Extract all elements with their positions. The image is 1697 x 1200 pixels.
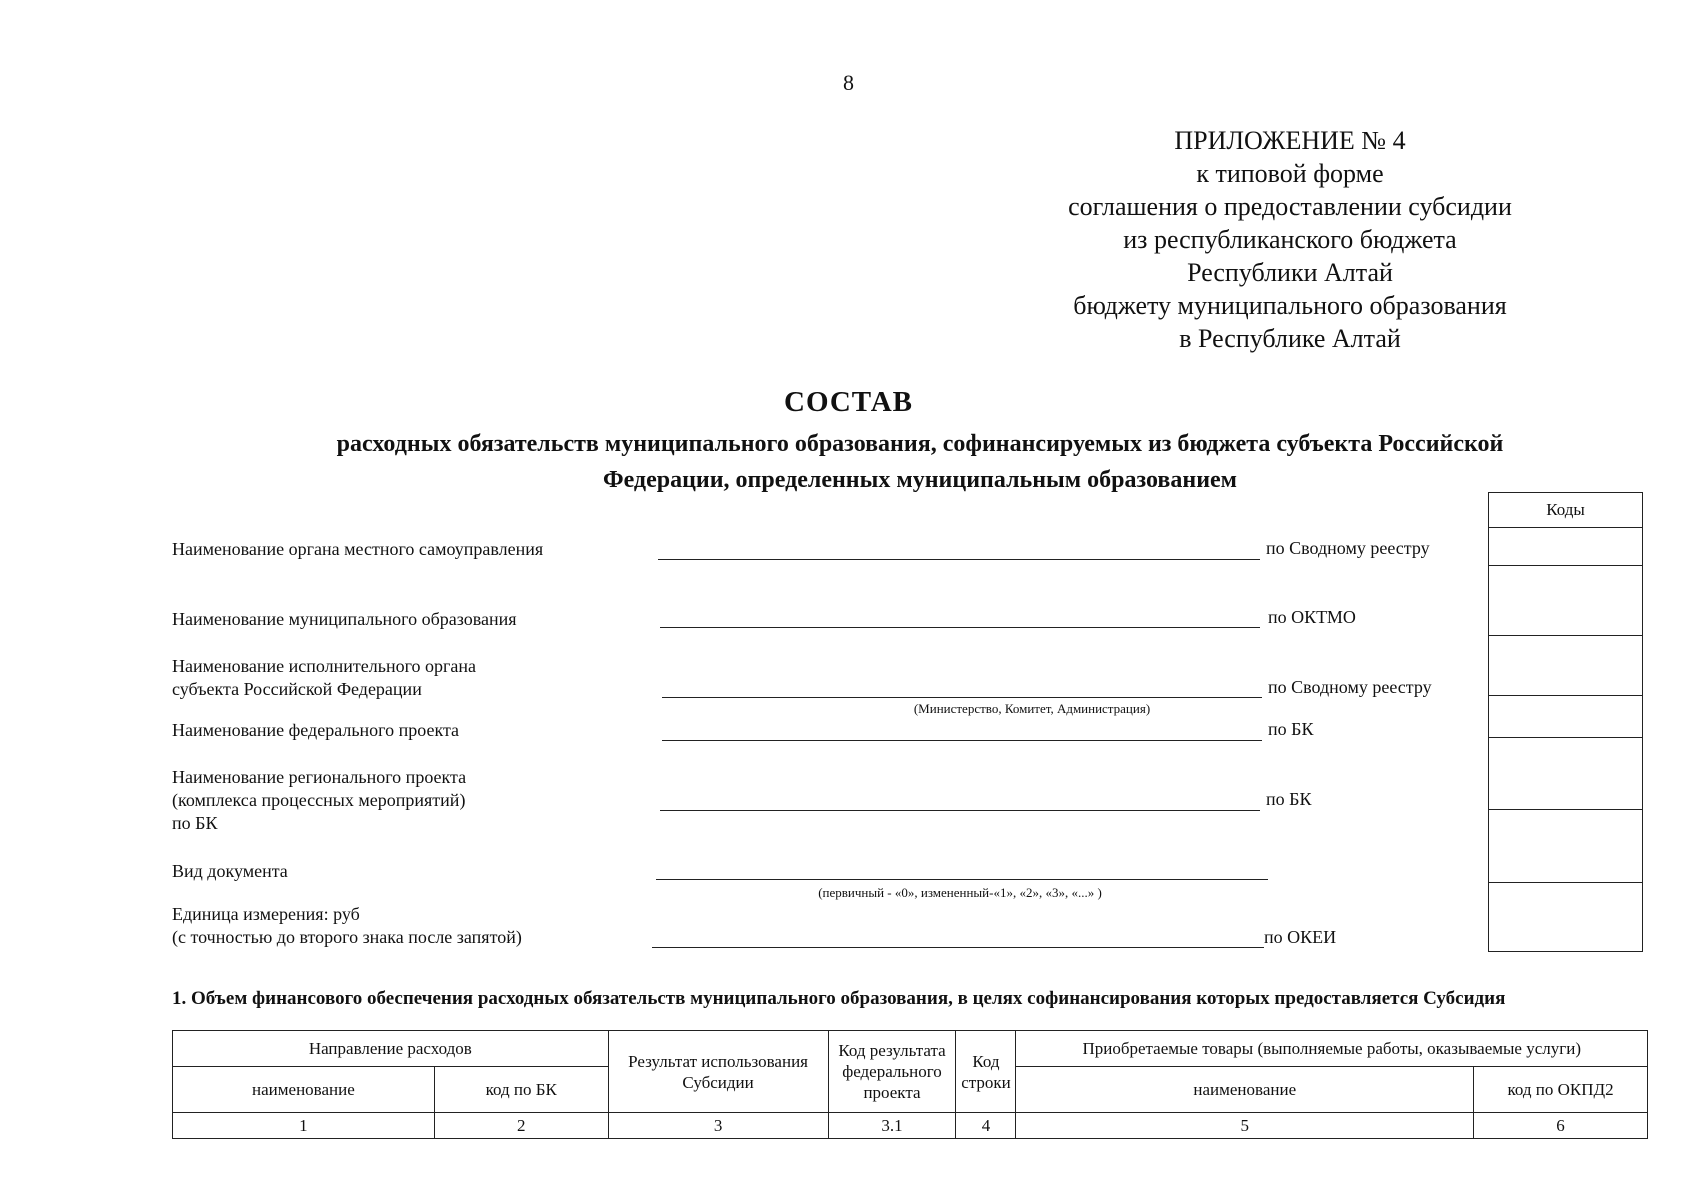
label-line: Наименование регионального проекта <box>172 767 467 787</box>
code-label-oktmo: по ОКТМО <box>1268 607 1356 627</box>
label-line: Единица измерения: руб <box>172 904 360 924</box>
code-cell-oktmo[interactable] <box>1489 565 1642 636</box>
unit-line[interactable] <box>652 947 1264 948</box>
column-number: 4 <box>956 1113 1016 1139</box>
appendix-line: ПРИЛОЖЕНИЕ № 4 <box>1174 126 1406 155</box>
appendix-header <box>1030 124 1550 355</box>
field-label-document-type: Вид документа <box>172 861 288 881</box>
codes-header: Коды <box>1489 493 1642 528</box>
label-line: (с точностью до второго знака после запятой) <box>172 927 522 947</box>
appendix-line: к типовой форме <box>1196 159 1384 188</box>
header-okpd2: код по ОКПД2 <box>1474 1067 1648 1113</box>
header-bk-code: код по БК <box>434 1067 608 1113</box>
field-label-federal-project: Наименование федерального проекта <box>172 720 460 740</box>
document-type-hint: (первичный - «0», измененный-«1», «2», «3», «...» ) <box>818 885 1102 900</box>
code-label-bk-federal: по БК <box>1268 719 1314 739</box>
column-number: 3.1 <box>828 1113 956 1139</box>
label-line: по БК <box>172 813 218 833</box>
code-cell-document-type[interactable] <box>1489 809 1642 883</box>
field-label-local-government: Наименование органа местного самоуправления <box>172 539 544 559</box>
column-number: 1 <box>173 1113 435 1139</box>
codes-box <box>1488 492 1643 952</box>
label-line: Наименование исполнительного органа <box>172 656 477 676</box>
field-label-unit <box>172 903 522 949</box>
federal-project-line[interactable] <box>662 740 1262 741</box>
column-number: 5 <box>1016 1113 1474 1139</box>
header-goods: Приобретаемые товары (выполняемые работы, оказываемые услуги) <box>1016 1031 1648 1067</box>
code-cell-svodny-reestr-2[interactable] <box>1489 635 1642 696</box>
executive-body-hint: (Министерство, Комитет, Администрация) <box>913 701 1151 716</box>
appendix-line: в Республике Алтай <box>1179 324 1401 353</box>
document-subtitle <box>200 426 1640 498</box>
subtitle-line: Федерации, определенных муниципальным образованием <box>602 467 1238 493</box>
label-line: субъекта Российской Федерации <box>172 679 422 699</box>
column-number: 2 <box>434 1113 608 1139</box>
appendix-line: соглашения о предоставлении субсидии <box>1068 192 1512 221</box>
page-number: 8 <box>843 70 854 95</box>
document-title: СОСТАВ <box>784 386 913 418</box>
header-name: наименование <box>173 1067 435 1113</box>
appendix-line: из республиканского бюджета <box>1123 225 1457 254</box>
subtitle-line: расходных обязательств муниципального образования, софинансируемых из бюджета субъекта Российской <box>336 431 1504 457</box>
header-row-code: Код строки <box>956 1031 1016 1113</box>
local-government-line[interactable] <box>658 559 1260 560</box>
code-cell-bk-regional[interactable] <box>1489 737 1642 810</box>
label-line: (комплекса процессных мероприятий) <box>172 790 466 810</box>
section-1-title: 1. Объем финансового обеспечения расходных обязательств муниципального образования, в целях софинансирования которых предоставляется Субсидия <box>172 988 1506 1009</box>
code-cell-bk-federal[interactable] <box>1489 695 1642 738</box>
header-direction: Направление расходов <box>173 1031 609 1067</box>
regional-project-line[interactable] <box>660 810 1260 811</box>
code-label-bk-regional: по БК <box>1266 789 1312 809</box>
code-cell-svodny-reestr[interactable] <box>1489 527 1642 566</box>
appendix-line: Республики Алтай <box>1187 258 1393 287</box>
field-label-executive-body <box>172 655 476 701</box>
column-number: 6 <box>1474 1113 1648 1139</box>
header-result-code: Код результата федерального проекта <box>828 1031 956 1113</box>
header-result: Результат использования Субсидии <box>608 1031 828 1113</box>
document-type-line[interactable] <box>656 879 1268 880</box>
financing-table <box>172 1030 1648 1139</box>
appendix-line: бюджету муниципального образования <box>1073 291 1507 320</box>
column-number: 3 <box>608 1113 828 1139</box>
field-label-regional-project <box>172 766 466 835</box>
code-label-svodny-reestr: по Сводному реестру <box>1266 538 1430 558</box>
code-label-okei: по ОКЕИ <box>1264 927 1337 947</box>
municipality-line[interactable] <box>660 627 1260 628</box>
code-label-svodny-reestr-2: по Сводному реестру <box>1268 677 1432 697</box>
field-label-municipality: Наименование муниципального образования <box>172 609 517 629</box>
header-goods-name: наименование <box>1016 1067 1474 1113</box>
executive-body-line[interactable] <box>662 697 1262 698</box>
